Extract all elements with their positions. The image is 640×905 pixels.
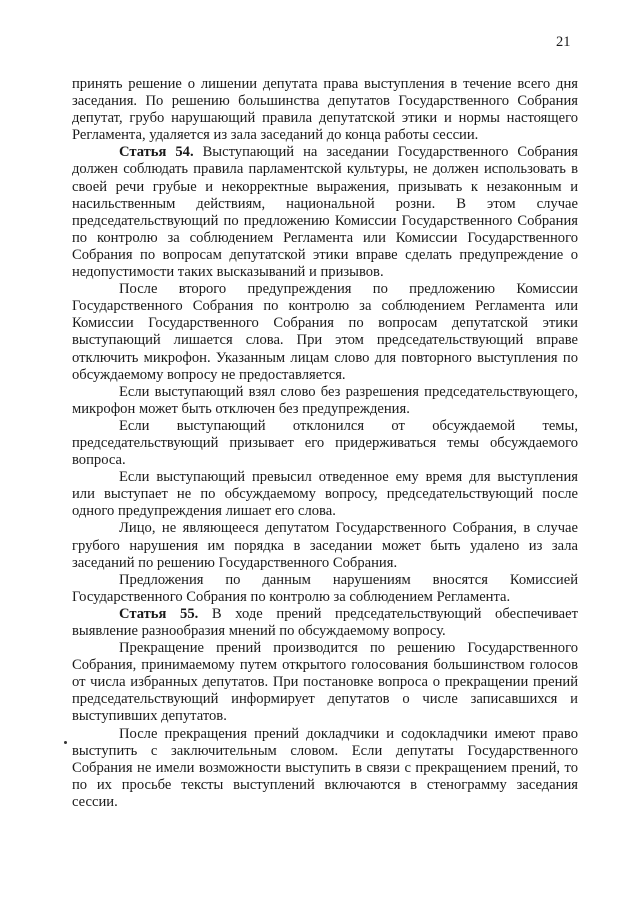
article-54-heading: Статья 54.: [119, 144, 194, 161]
page-number: 21: [556, 34, 571, 50]
paragraph-closing-word: После прекращения прений докладчики и содокладчики имеют право выступить с заключительным словом. Если депутаты Государственного Собрания не имели возможности выступить в связи с прекращением прений, то по их просьбе тексты выступлений включаются в стенограмму заседания сессии.: [72, 725, 578, 810]
article-54-text: Выступающий на заседании Государственного Собрания должен соблюдать правила парламентской культуры, не должен использовать в своей речи грубые и некорректные выражения, призывать к незаконным и насильственным действиям, национальной розни. В этом случае председательствующий по предложению Комиссии Государственного Собрания по контролю за соблюдением Регламента или Комиссии Государственного Собрания по вопросам депутатской этики вправе сделать предупреждение о недопустимости таких высказываний и призывов.: [72, 144, 578, 281]
article-55-text: В ходе прений председательствующий обеспечивает выявление разнообразия мнений по обсуждаемому вопросу.: [72, 605, 578, 639]
paragraph-no-permission: Если выступающий взял слово без разрешения председательствующего, микрофон может быть отключен без предупреждения.: [72, 383, 578, 417]
stray-dot-mark: [64, 741, 67, 744]
document-body: [72, 76, 578, 811]
paragraph-non-deputy: Лицо, не являющееся депутатом Государственного Собрания, в случае грубого нарушения им порядка в заседании может быть удалено из зала заседаний по решению Государственного Собрания.: [72, 520, 578, 571]
paragraph-off-topic: Если выступающий отклонился от обсуждаемой темы, председательствующий призывает его придерживаться темы обсуждаемого вопроса.: [72, 417, 578, 469]
paragraph-debate-termination: Прекращение прений производится по решению Государственного Собрания, принимаемому путем открытого голосования большинством голосов от числа избранных депутатов. При постановке вопроса о прекращении прений председательствующий информирует депутатов о числе записавшихся и выступивших депутатов.: [72, 640, 578, 725]
paragraph-time-exceeded: Если выступающий превысил отведенное ему время для выступления или выступает не по обсуждаемому вопросу, председательствующий после одного предупреждения лишает его слова.: [72, 469, 578, 520]
article-55-heading: Статья 55.: [119, 605, 199, 622]
paragraph-second-warning: После второго предупреждения по предложению Комиссии Государственного Собрания по контролю за соблюдением Регламента или Комиссии Государственного Собрания по вопросам депутатской этики выступающий лишается слова. При этом председательствующий вправе отключить микрофон. Указанным лицам слово для повторного выступления по обсуждаемому вопросу не предоставляется.: [72, 281, 578, 383]
paragraph-proposals: Предложения по данным нарушениям вносятся Комиссией Государственного Собрания по контролю за соблюдением Регламента.: [72, 571, 578, 605]
paragraph-continuation: принять решение о лишении депутата права выступления в течение всего дня заседания. По решению большинства депутатов Государственного Собрания депутат, грубо нарушающий правила депутатской этики и нормы настоящего Регламента, удаляется из зала заседаний до конца работы сессии.: [72, 76, 578, 144]
paragraph-article-54: [72, 144, 578, 281]
paragraph-article-55: [72, 606, 578, 640]
